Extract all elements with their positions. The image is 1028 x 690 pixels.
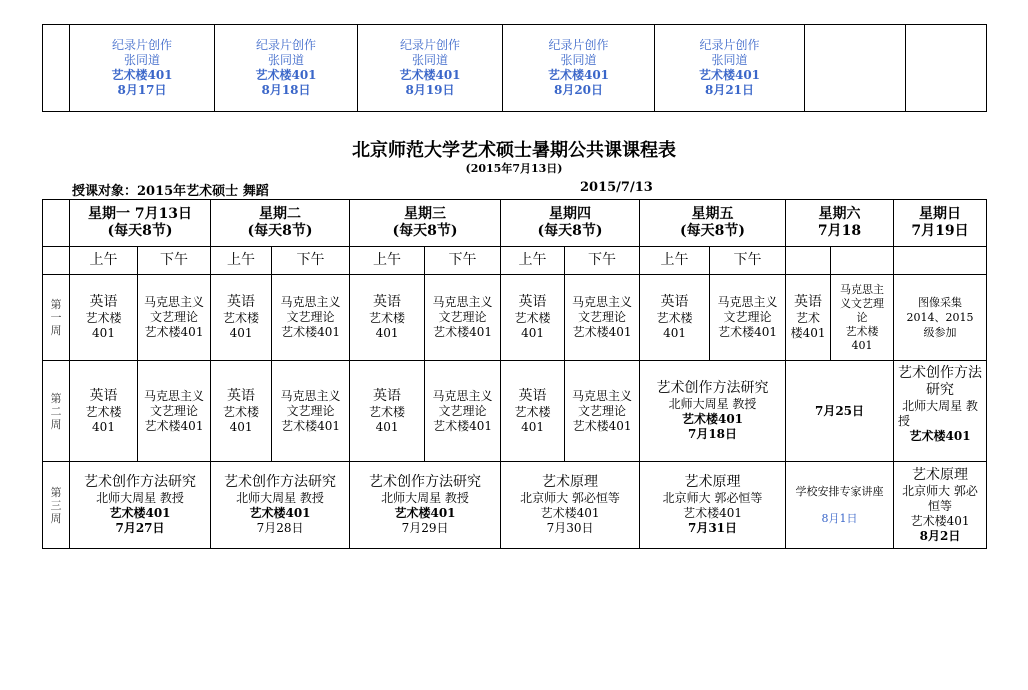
- day-header-tue: 星期二 (每天8节): [211, 200, 350, 247]
- day-header-fri: 星期五 (每天8节): [640, 200, 786, 247]
- week-3-row: [43, 462, 987, 549]
- corner-cell: [43, 200, 70, 247]
- period-row: [43, 247, 987, 275]
- wed-art-method-cell: 艺术创作方法研究 北师大周星 教授 艺术楼401 7月29日: [350, 462, 501, 549]
- date-label: 2015/7/13: [580, 180, 653, 195]
- sun-art-principle-cell: 艺术原理 北京师大 郭必 恒等 艺术楼401 8月2日: [894, 462, 987, 549]
- thu-art-principle-cell: 艺术原理 北京师大 郭必恒等 艺术楼401 7月30日: [501, 462, 640, 549]
- english-cell: 英语 艺术楼 401: [211, 361, 272, 462]
- english-cell: 英语 艺术楼 401: [501, 361, 565, 462]
- top-cell: 纪录片创作 张同道 艺术楼401 8月18日: [215, 25, 358, 112]
- marx-cell: 马克思主义 文艺理论 艺术楼401: [565, 361, 640, 462]
- english-cell: 英语 艺术楼 401: [501, 275, 565, 361]
- sat-lecture-cell: 学校安排专家讲座 8月1日: [786, 462, 894, 549]
- schedule-table: [42, 199, 987, 549]
- mon-art-method-cell: 艺术创作方法研究 北师大周星 教授 艺术楼401 7月27日: [70, 462, 211, 549]
- audience-label: 授课对象：2015年艺术硕士 舞蹈: [72, 184, 269, 199]
- period-pm: 下午: [425, 247, 501, 275]
- top-cell-empty: [43, 25, 70, 112]
- period-am: 上午: [350, 247, 425, 275]
- period-am: 上午: [70, 247, 138, 275]
- english-cell: 英语 艺术楼 401: [70, 361, 138, 462]
- marx-cell: 马克思主义 文艺理论 艺术楼401: [138, 275, 211, 361]
- day-header-sun: 星期日 7月19日: [894, 200, 987, 247]
- period-am: 上午: [640, 247, 710, 275]
- day-header-sat: 星期六 7月18: [786, 200, 894, 247]
- marx-cell: 马克思主义 文艺理论 艺术楼401: [272, 275, 350, 361]
- sat-pm-marx-cell: 马克思主 义文艺理 论 艺术楼 401: [831, 275, 894, 361]
- top-schedule-table: [42, 24, 987, 112]
- english-cell: 英语 艺术楼 401: [211, 275, 272, 361]
- marx-cell: 马克思主义 文艺理论 艺术楼401: [425, 275, 501, 361]
- top-cell: 纪录片创作 张同道 艺术楼401 8月19日: [358, 25, 503, 112]
- period-empty: [786, 247, 831, 275]
- top-cell: 纪录片创作 张同道 艺术楼401 8月21日: [655, 25, 805, 112]
- sun-art-method-cell: 艺术创作方法 研究 北师大周星 教 授 艺术楼401: [894, 361, 987, 462]
- period-pm: 下午: [565, 247, 640, 275]
- week-label: 第 二 周: [43, 361, 70, 462]
- period-empty: [831, 247, 894, 275]
- english-cell: 英语 艺术楼 401: [350, 275, 425, 361]
- period-am: 上午: [211, 247, 272, 275]
- top-cell: 纪录片创作 张同道 艺术楼401 8月20日: [503, 25, 655, 112]
- sat-am-english-cell: 英语 艺术 楼401: [786, 275, 831, 361]
- day-header-thu: 星期四 (每天8节): [501, 200, 640, 247]
- marx-cell: 马克思主义 文艺理论 艺术楼401: [138, 361, 211, 462]
- day-header-row: [43, 200, 987, 247]
- top-cell: 纪录片创作 张同道 艺术楼401 8月17日: [70, 25, 215, 112]
- marx-cell: 马克思主义 文艺理论 艺术楼401: [425, 361, 501, 462]
- sat-date-cell: 7月25日: [786, 361, 894, 462]
- page-title: 北京师范大学艺术硕士暑期公共课课程表: [352, 140, 676, 161]
- marx-cell: 马克思主义 文艺理论 艺术楼401: [565, 275, 640, 361]
- period-corner: [43, 247, 70, 275]
- week-label: 第 三 周: [43, 462, 70, 549]
- top-cell-empty: [906, 25, 987, 112]
- day-header-mon: 星期一 7月13日 (每天8节): [70, 200, 211, 247]
- fri-art-principle-cell: 艺术原理 北京师大 郭必恒等 艺术楼401 7月31日: [640, 462, 786, 549]
- period-am: 上午: [501, 247, 565, 275]
- week-1-row: [43, 275, 987, 361]
- english-cell: 英语 艺术楼 401: [640, 275, 710, 361]
- marx-cell: 马克思主义 文艺理论 艺术楼401: [272, 361, 350, 462]
- sun-image-cell: 图像采集 2014、2015 级参加: [894, 275, 987, 361]
- period-pm: 下午: [710, 247, 786, 275]
- fri-art-method-cell: 艺术创作方法研究 北师大周星 教授 艺术楼401 7月18日: [640, 361, 786, 462]
- top-cell-empty: [805, 25, 906, 112]
- week-2-row: [43, 361, 987, 462]
- period-pm: 下午: [272, 247, 350, 275]
- period-empty: [894, 247, 987, 275]
- tue-art-method-cell: 艺术创作方法研究 北师大周星 教授 艺术楼401 7月28日: [211, 462, 350, 549]
- english-cell: 英语 艺术楼 401: [70, 275, 138, 361]
- day-header-wed: 星期三 (每天8节): [350, 200, 501, 247]
- week-label: 第 一 周: [43, 275, 70, 361]
- period-pm: 下午: [138, 247, 211, 275]
- marx-cell: 马克思主义 文艺理论 艺术楼401: [710, 275, 786, 361]
- english-cell: 英语 艺术楼 401: [350, 361, 425, 462]
- page-subtitle: (2015年7月13日): [465, 162, 563, 175]
